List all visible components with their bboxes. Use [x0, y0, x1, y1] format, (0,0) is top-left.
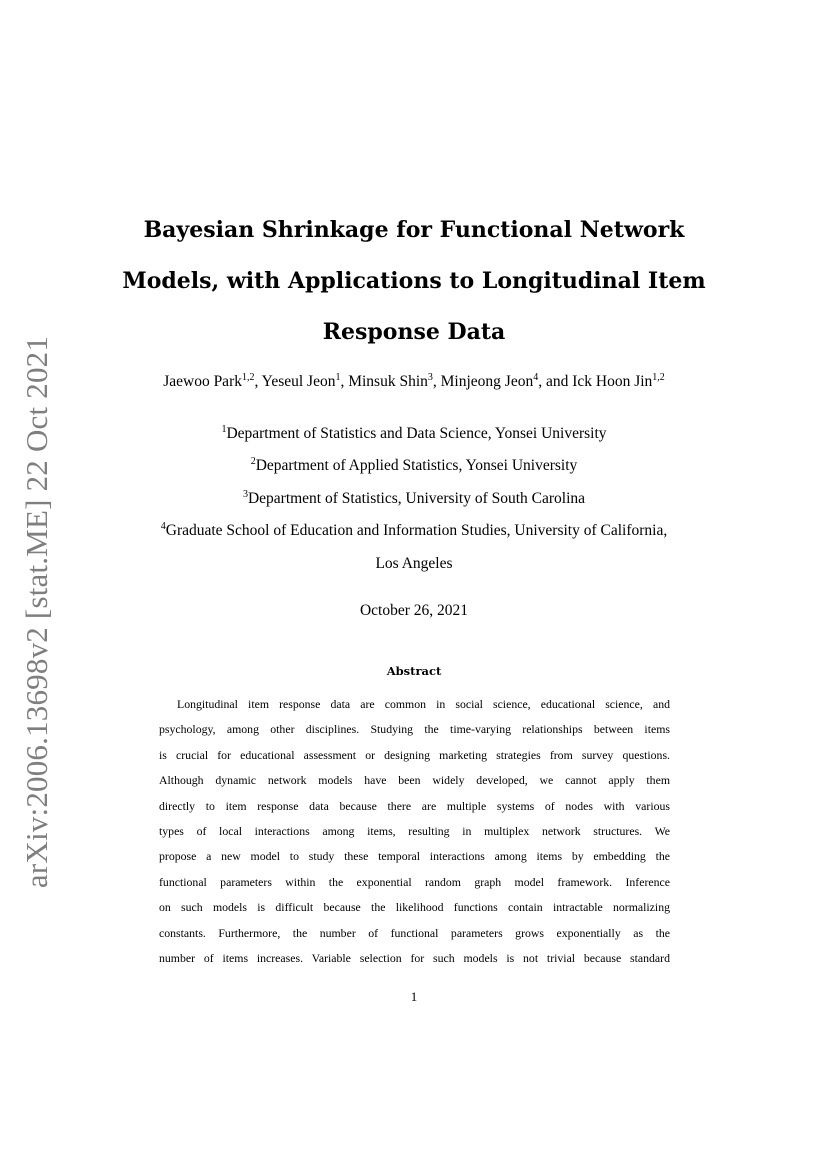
affiliation-line	[90, 483, 738, 515]
title-line-1: Bayesian Shrinkage for Functional Network	[143, 217, 685, 243]
abstract-heading: Abstract	[386, 664, 442, 678]
author-affil-sup: 1,2	[652, 371, 665, 383]
author-affil-sup: 4	[533, 371, 539, 383]
title-line-3: Response Data	[322, 319, 506, 345]
abstract-line: psychology, among other disciplines. Studying the time-varying relationships between items	[159, 722, 670, 737]
abstract-line: number of items increases. Variable selection for such models is not trivial because standard	[159, 950, 670, 965]
author-affil-sup: 1	[335, 371, 341, 383]
author-separator: ,	[432, 373, 441, 390]
abstract-line: Longitudinal item response data are common in social science, educational science, and	[177, 697, 670, 711]
affiliation-line	[90, 515, 738, 547]
affiliation-sup: 1	[221, 423, 227, 435]
author-affil-sup: 3	[427, 371, 433, 383]
author-name: Minsuk Shin	[348, 373, 428, 390]
affiliation-line	[90, 450, 738, 482]
author-separator: , and	[538, 373, 573, 390]
affiliation-line	[90, 548, 738, 580]
title-line-2: Models, with Applications to Longitudinal Item	[122, 268, 706, 294]
paper-title	[110, 205, 718, 358]
author-separator: ,	[254, 373, 262, 390]
affiliation-sup: 3	[242, 488, 248, 500]
abstract-line: constants. Furthermore, the number of functional parameters grows exponentially as the	[159, 925, 670, 940]
abstract-line: is crucial for educational assessment or designing marketing strategies from survey questions.	[159, 747, 670, 762]
abstract-line: Although dynamic network models have been widely developed, we cannot apply them	[159, 773, 670, 788]
author-name: Yeseul Jeon	[261, 373, 336, 390]
author-name: Minjeong Jeon	[440, 373, 534, 390]
affiliation-text: Department of Statistics, University of South Carolina	[247, 489, 586, 507]
abstract-line: directly to item response data because there are multiple systems of nodes with various	[159, 798, 670, 813]
affiliation-sup: 2	[250, 456, 256, 468]
affiliation-sup: 4	[160, 521, 166, 533]
affiliation-text: Graduate School of Education and Information Studies, University of California,	[165, 522, 668, 540]
author-affil-sup: 1,2	[241, 371, 255, 383]
abstract-line: on such models is difficult because the likelihood functions contain intractable normalizing	[159, 900, 670, 915]
affiliation-line	[90, 418, 738, 450]
author-separator: ,	[340, 373, 349, 390]
abstract-line: propose a new model to study these temporal interactions among items by embedding the	[159, 849, 670, 864]
abstract-line: types of local interactions among items, resulting in multiplex network structures. We	[159, 823, 670, 838]
abstract-line: functional parameters within the exponential random graph model framework. Inference	[159, 874, 670, 889]
affiliation-text: Los Angeles	[375, 554, 453, 572]
page-number: 1	[410, 989, 418, 1004]
author-name: Ick Hoon Jin	[572, 373, 653, 390]
affiliation-text: Department of Statistics and Data Science, Yonsei University	[226, 425, 607, 442]
author-list	[80, 372, 748, 392]
publication-date: October 26, 2021	[359, 602, 469, 619]
affiliation-text: Department of Applied Statistics, Yonsei University	[255, 457, 578, 475]
author-name: Jaewoo Park	[163, 373, 242, 390]
affiliation-list	[90, 418, 738, 580]
arxiv-identifier-stamp[interactable]: arXiv:2006.13698v2 [stat.ME] 22 Oct 2021	[19, 335, 54, 889]
abstract-body	[159, 692, 670, 971]
